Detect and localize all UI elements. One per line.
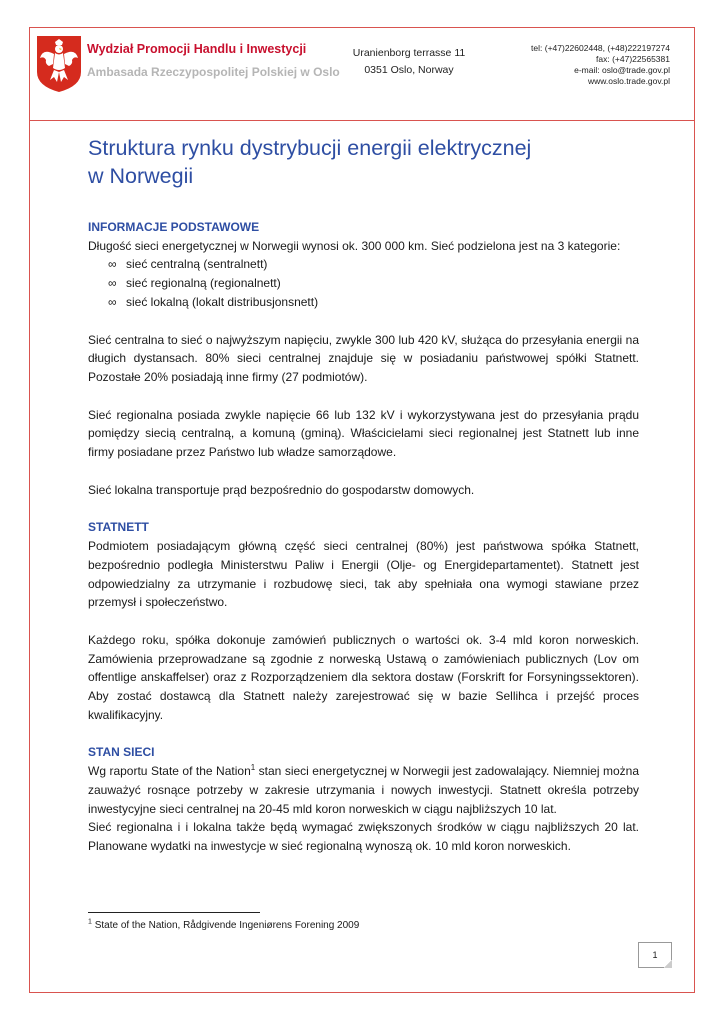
title-line: Struktura rynku dystrybucji energii elektrycznej — [88, 136, 532, 161]
document-body — [88, 218, 639, 856]
paragraph: Długość sieci energetycznej w Norwegii wynosi ok. 300 000 km. Sieć podzielona jest na 3 kategorie: — [88, 238, 621, 253]
page-number: 1 — [638, 942, 672, 968]
infinity-bullet-icon: ∞ — [108, 257, 117, 272]
paragraph: Sieć centralna to sieć o najwyższym napięciu, zwykle 300 lub 420 kV, służąca do przesyłania energii na długich dystansach. 80% sieci centralnej znajduje się w posiadaniu państwowej spółki Statnett. Pozostałe 20% posiadają inne firmy (27 podmiotów). — [88, 332, 639, 384]
address-block — [334, 45, 484, 79]
address-line: 0351 Oslo, Norway — [364, 64, 454, 76]
footnote-number: 1 — [88, 918, 92, 926]
section-heading-statnett: STATNETT — [88, 520, 149, 535]
email[interactable]: e-mail: oslo@trade.gov.pl — [574, 65, 670, 75]
footnote — [88, 920, 359, 931]
infinity-bullet-icon: ∞ — [108, 276, 117, 291]
paragraph: Sieć regionalna i i lokalna także będą wymagać zwiększonych środków w ciągu najbliższych 20 lat. Planowane wydatki na inwestycje w sieć regionalną wynoszą ok. 10 mld koron norweskich. — [88, 820, 639, 853]
category-list — [88, 255, 639, 311]
address-line: Uranienborg terrasse 11 — [352, 47, 466, 59]
paragraph: Sieć regionalna posiada zwykle napięcie 66 lub 132 kV i wykorzystywana jest do przesyłania prądu pomiędzy siecią centralną, a komuną (gminą). Właścicielami sieci regionalnej jest Statnett lub inne firmy posiadane przez Państwo lub władze samorządowe. — [88, 407, 639, 460]
org-name: Wydział Promocji Handlu i Inwestycji — [87, 42, 307, 56]
footnote-text: State of the Nation, Rådgivende Ingeniørens Forening 2009 — [94, 920, 360, 931]
list-item: ∞ sieć regionalną (regionalnett) — [108, 274, 639, 293]
letterhead — [29, 27, 695, 121]
section-heading-stan-sieci: STAN SIECI — [88, 745, 155, 760]
website[interactable]: www.oslo.trade.gov.pl — [587, 76, 670, 86]
paragraph: Każdego roku, spółka dokonuje zamówień publicznych o wartości ok. 3-4 mld koron norweskich. Zamówienia przeprowadzane są zgodnie z norweską Ustawą o zamówieniach publicznych (Lov om offentlige anskaffelser) oraz z Rozporządzeniem dla sektora dostaw (Forskrift for Forsyningssektoren). Aby zostać dostawcą dla Statnett należy zarejestrować się w bazie Sellihca i przejść proces kwalifikacyjny. — [88, 632, 639, 722]
list-item: ∞ sieć centralną (sentralnett) — [108, 255, 639, 274]
polish-eagle-icon — [35, 34, 83, 94]
infinity-bullet-icon: ∞ — [108, 294, 117, 309]
paragraph: Podmiotem posiadającym główną część sieci centralnej (80%) jest państwowa spółka Statnett, bezpośrednio podległa Ministerstwu Paliw i Energii (Olje- og Energidepartamentet). Statnett jest odpowiedzialny za utrzymanie i rozbudowę sieci, tak aby spełniała ona wymogi stawiane przez przemysł i społeczeństwo. — [88, 539, 639, 610]
section-heading-info: INFORMACJE PODSTAWOWE — [88, 220, 260, 234]
list-item: ∞ sieć lokalną (lokalt distribusjonsnett) — [108, 293, 639, 312]
contact-block — [531, 43, 670, 87]
title-line: w Norwegii — [88, 164, 194, 189]
org-subtitle: Ambasada Rzeczypospolitej Polskiej w Oslo — [87, 65, 340, 79]
paragraph: Wg raportu State of the Nation$^1$ stan sieci energetycznej w Norwegii jest zadowalający. Niemniej można zauważyć rosnące potrzeby w zakresie utrzymania i nowych inwestycji. Statnett określa potrzeby inwestycyjne sieci centralnej na 20-45 mld koron norweskich w ciągu najbliższych 10 lat. — [88, 763, 639, 816]
fax: fax: (+47)22565381 — [596, 54, 670, 64]
phone: tel: (+47)22602448, (+48)222197274 — [531, 43, 670, 53]
document-title — [88, 134, 648, 190]
footnote-ref[interactable]: 1 — [250, 763, 256, 773]
footnote-divider — [88, 912, 260, 913]
paragraph: Sieć lokalna transportuje prąd bezpośrednio do gospodarstw domowych. — [88, 482, 475, 497]
